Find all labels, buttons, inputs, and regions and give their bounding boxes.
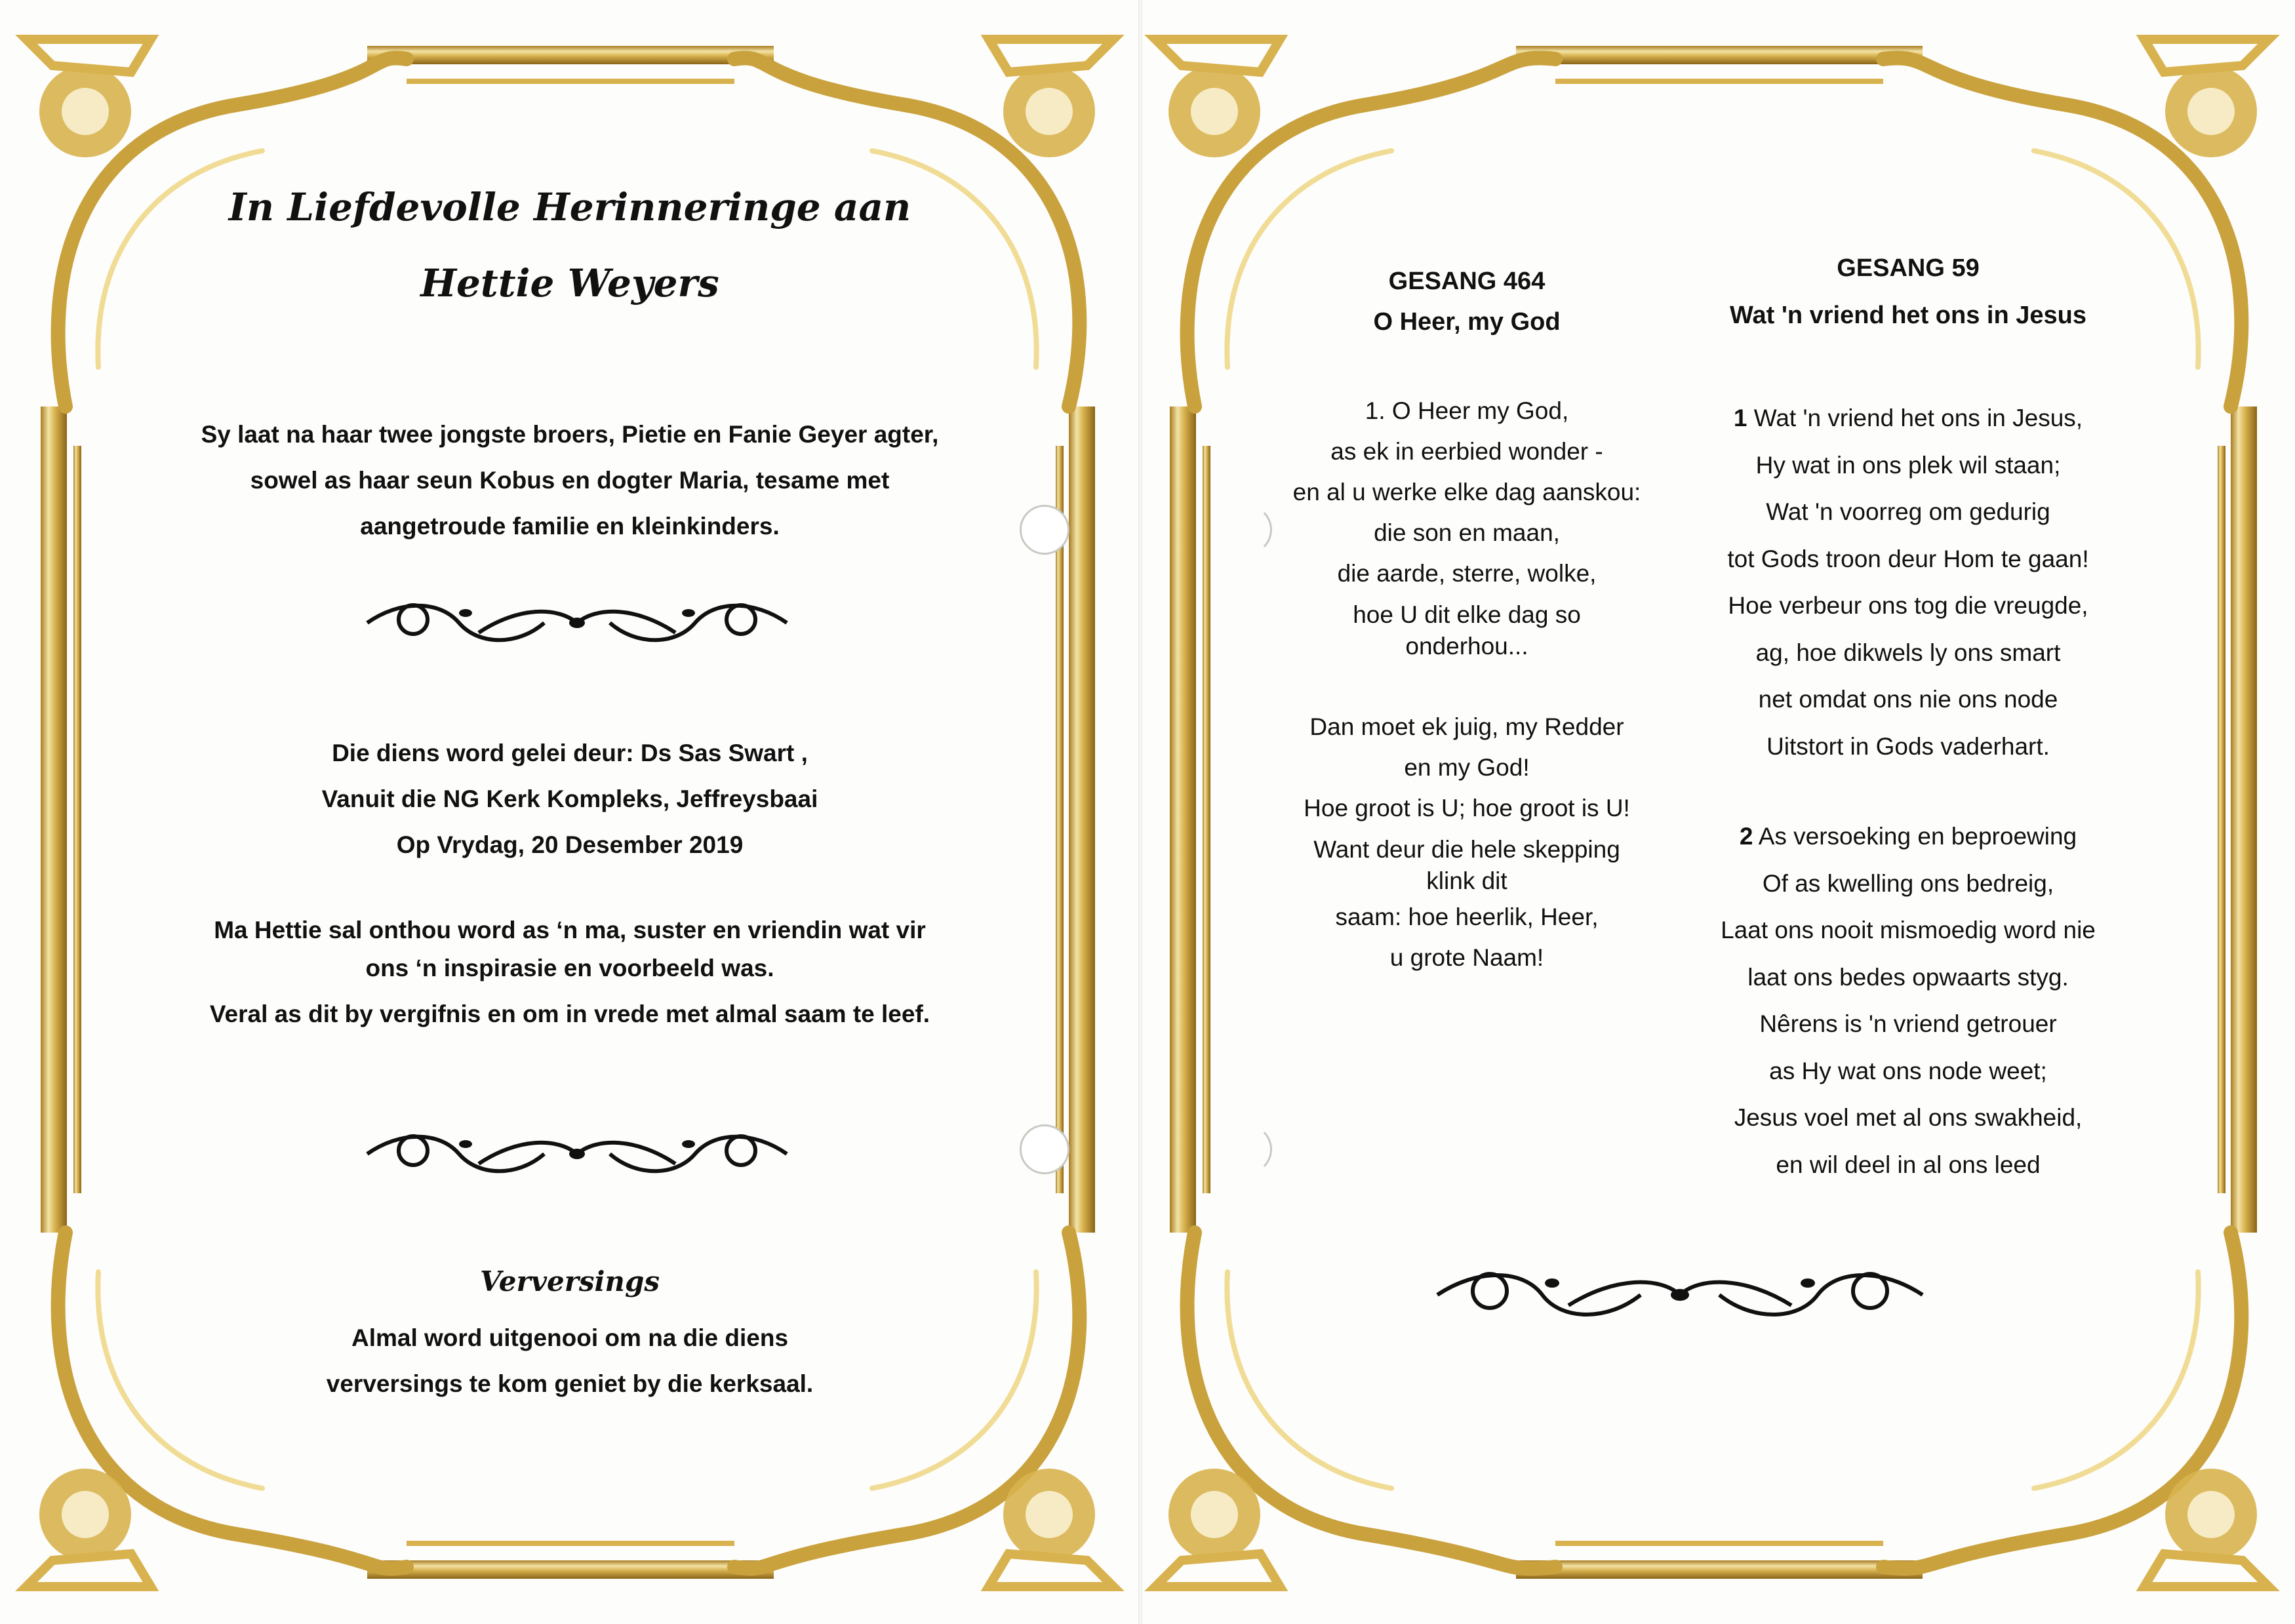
hymn-title: O Heer, my God (1373, 308, 1561, 336)
ornament-divider-icon (1418, 1262, 1942, 1328)
verse-line: Hoe verbeur ons tog die vreugde, (1728, 592, 2088, 619)
verse-line: net omdat ons nie ons node (1758, 686, 2058, 713)
verse-line: Hy wat in ons plek wil staan; (1755, 451, 2061, 479)
service-details (118, 730, 1022, 868)
tribute-line: Ma Hettie sal onthou word as ‘n ma, suster en vriendin wat vir (214, 917, 926, 943)
punch-hole (1222, 1124, 1272, 1174)
verse-line: as ek in eerbied wonder - (1330, 438, 1603, 465)
survivors-line: Sy laat na haar twee jongste broers, Pietie en Fanie Geyer agter, (201, 421, 939, 448)
memorial-title: In Liefdevolle Herinneringe aan (228, 185, 911, 229)
refreshments-text (118, 1315, 1022, 1407)
left-page (0, 0, 1140, 1624)
hymn-number: GESANG 464 (1388, 267, 1546, 295)
chorus-line: u grote Naam! (1389, 944, 1544, 971)
verse-text: As versoeking en beproewing (1758, 823, 2077, 850)
verse-line: Nêrens is 'n vriend getrouer (1759, 1010, 2057, 1037)
verse-line: Of as kwelling ons bedreig, (1762, 869, 2054, 897)
hymn-verse-1 (1639, 395, 2177, 770)
refreshments-line: verversings te kom geniet by die kerksaal. (326, 1370, 814, 1397)
verse-line: die son en maan, (1374, 519, 1560, 546)
survivors-line: aangetroude familie en kleinkinders. (360, 513, 780, 540)
service-line: Vanuit die NG Kerk Kompleks, Jeffreysbaai (321, 785, 818, 812)
right-page (1142, 0, 2295, 1624)
tribute-paragraph (118, 911, 1022, 1033)
verse-text: Wat 'n vriend het ons in Jesus, (1753, 405, 2083, 431)
tribute-line: ons ‘n inspirasie en voorbeeld was. (365, 955, 774, 981)
hymn-verse-2 (1639, 813, 2177, 1188)
chorus-line: Dan moet ek juig, my Redder (1309, 713, 1624, 740)
service-line: Op Vrydag, 20 Desember 2019 (396, 831, 744, 858)
verse-line: as Hy wat ons node weet; (1769, 1057, 2047, 1084)
survivors-line: sowel as haar seun Kobus en dogter Maria, tesame met (250, 467, 890, 494)
punch-hole (1020, 505, 1069, 555)
verse-line: Wat 'n voorreg om gedurig (1766, 498, 2050, 525)
verse-line (1639, 813, 2177, 860)
chorus-line: saam: hoe heerlik, Heer, (1335, 903, 1599, 930)
punch-hole (1020, 1124, 1069, 1174)
deceased-name: Hettie Weyers (420, 261, 719, 306)
verse-number: 1 (1733, 405, 1747, 431)
refreshments-line: Almal word uitgenooi om na die diens (351, 1324, 789, 1351)
ornament-divider-icon (348, 593, 807, 652)
hymn-title: Wat 'n vriend het ons in Jesus (1730, 302, 2086, 329)
verse-line: 1. O Heer my God, (1365, 397, 1569, 424)
verse-line: laat ons bedes opwaarts styg. (1747, 963, 2069, 991)
verse-line: hoe U dit elke dag so (1353, 601, 1581, 628)
survivors-paragraph (118, 412, 1022, 549)
chorus-line: klink dit (1426, 867, 1507, 894)
verse-line: Uitstort in Gods vaderhart. (1766, 732, 2050, 760)
verse-line: en al u werke elke dag aanskou: (1292, 479, 1641, 505)
verse-line (1639, 395, 2177, 442)
chorus-line: Hoe groot is U; hoe groot is U! (1304, 795, 1630, 822)
chorus-line: Want deur die hele skepping (1313, 836, 1620, 863)
verse-line: ag, hoe dikwels ly ons smart (1755, 639, 2061, 666)
hymn-number: GESANG 59 (1837, 254, 1980, 282)
refreshments-title: Verversings (480, 1265, 660, 1297)
verse-line: Jesus voel met al ons swakheid, (1734, 1104, 2083, 1131)
verse-line: tot Gods troon deur Hom te gaan! (1727, 545, 2089, 572)
verse-line: die aarde, sterre, wolke, (1337, 560, 1597, 587)
service-line: Die diens word gelei deur: Ds Sas Swart , (332, 740, 808, 766)
tribute-line: Veral as dit by vergifnis en om in vrede met almal saam te leef. (209, 1000, 930, 1027)
verse-line: en wil deel in al ons leed (1776, 1151, 2041, 1178)
punch-hole (1222, 505, 1272, 555)
ornament-divider-icon (348, 1124, 807, 1183)
chorus-line: en my God! (1404, 754, 1530, 781)
verse-line: Laat ons nooit mismoedig word nie (1721, 917, 2096, 943)
verse-line: onderhou... (1405, 633, 1528, 660)
verse-number: 2 (1739, 823, 1753, 850)
